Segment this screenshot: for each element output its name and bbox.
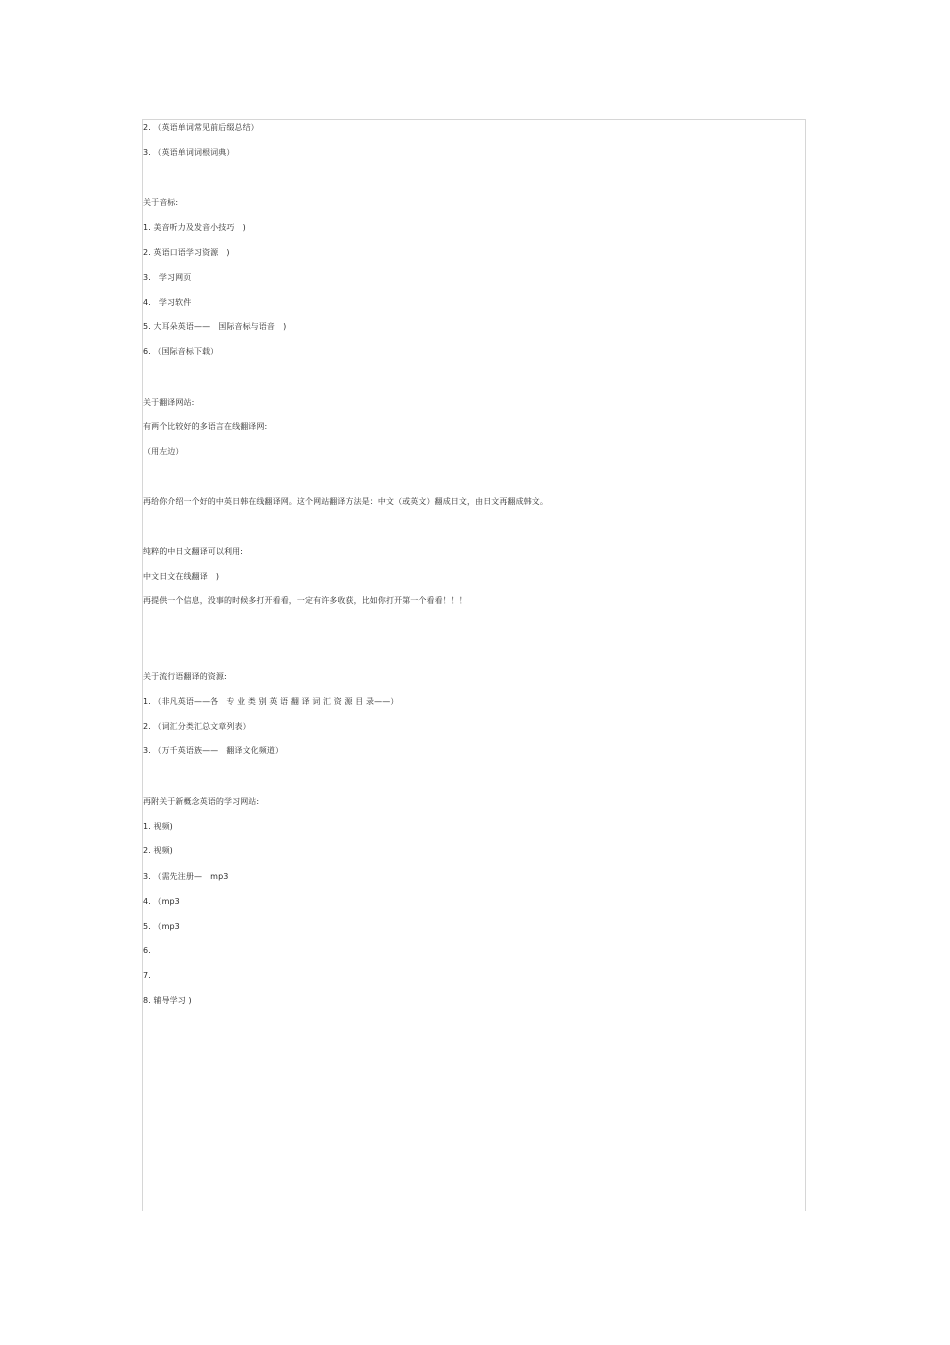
text-line: 有两个比较好的多语言在线翻译网: xyxy=(143,422,268,431)
section-heading-phonetics: 关于音标: xyxy=(143,198,179,207)
paragraph: 再提供一个信息，没事的时候多打开看看，一定有许多收获，比如你打开第一个看看！！！ xyxy=(143,596,467,605)
text-line: 6. （国际音标下载） xyxy=(143,347,219,356)
text-line: 5. （mp3 xyxy=(143,922,180,931)
text-line: 5. 大耳朵英语—— 国际音标与语音 ) xyxy=(143,322,287,331)
section-heading-new-concept: 再附关于新概念英语的学习网站: xyxy=(143,797,260,806)
text-line: 3. （万千英语族—— 翻译文化频道） xyxy=(143,746,284,755)
text-line: 2. 视频) xyxy=(143,846,173,855)
text-line: 4. （mp3 xyxy=(143,897,180,906)
section-heading-slang: 关于流行语翻译的资源: xyxy=(143,672,227,681)
section-heading-translation: 关于翻译网站: xyxy=(143,398,195,407)
text-line: 3. （英语单词词根词典） xyxy=(143,148,235,157)
page-frame xyxy=(142,119,806,1211)
text-line: 7. xyxy=(143,971,151,980)
text-line: 1. 美音听力及发音小技巧 ) xyxy=(143,223,246,232)
text-line: （用左边） xyxy=(143,447,184,456)
text-line: 2. （英语单词常见前后缀总结） xyxy=(143,123,259,132)
text-line: 2. （词汇分类汇总文章列表） xyxy=(143,722,251,731)
text-line: 中文日文在线翻译 ) xyxy=(143,572,220,581)
text-line: 8. 辅导学习 ) xyxy=(143,996,192,1005)
text-line: 2. 英语口语学习资源 ) xyxy=(143,248,230,257)
text-line: 3. （需先注册— mp3 xyxy=(143,872,229,881)
text-line: 1. （非凡英语——各 专 业 类 别 英 语 翻 译 词 汇 资 源 目 录——） xyxy=(143,697,399,706)
text-line: 6. xyxy=(143,946,151,955)
paragraph: 再给你介绍一个好的中英日韩在线翻译网。这个网站翻译方法是：中文（或英文）翻成日文，由日文再翻成韩文。 xyxy=(143,497,548,506)
text-line: 纯粹的中日文翻译可以利用: xyxy=(143,547,243,556)
text-line: 1. 视频) xyxy=(143,822,173,831)
text-line: 4. 学习软件 xyxy=(143,298,192,307)
text-line: 3. 学习网页 xyxy=(143,273,192,282)
